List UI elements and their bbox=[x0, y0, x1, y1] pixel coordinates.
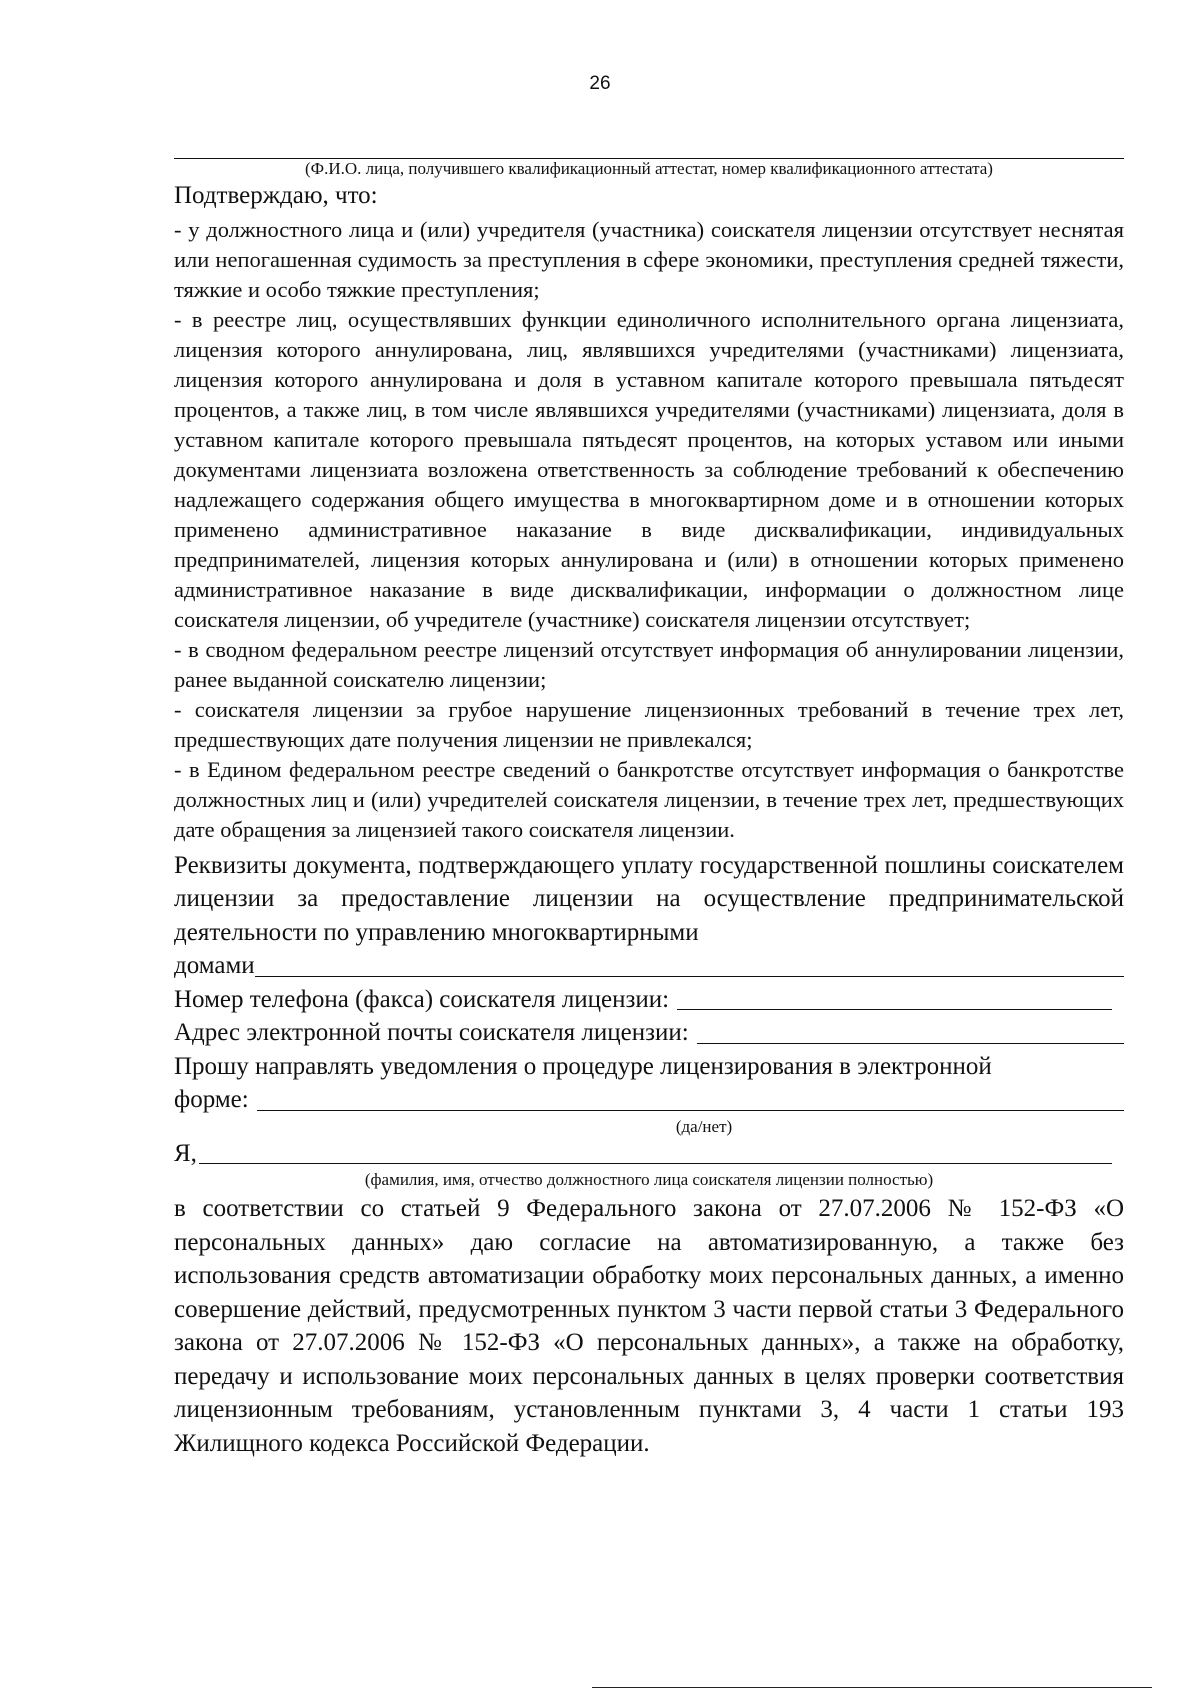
email-input-line[interactable] bbox=[697, 1042, 1124, 1044]
notify-input-line[interactable] bbox=[257, 1109, 1124, 1111]
email-field bbox=[174, 1016, 1124, 1050]
notify-field bbox=[174, 1083, 1124, 1117]
notify-text: Прошу направлять уведомления о процедуре лицензирования в электронной bbox=[174, 1052, 992, 1080]
notify-label: форме: bbox=[174, 1086, 249, 1113]
confirm-item-3: - в сводном федеральном реестре лицензий отсутствует информация об аннулировании лицензии, ранее выданной соискателю лицензии; bbox=[174, 636, 1124, 692]
phone-input-line[interactable] bbox=[677, 1008, 1112, 1010]
confirm-item-1: - у должностного лица и (или) учредителя (участника) соискателя лицензии отсутствует неснятая или непогашенная судимость за преступления в сфере экономики, преступления средней тяжести, тяжкие и особо тяжкие преступления; bbox=[174, 216, 1124, 302]
consent-name-input-line[interactable] bbox=[199, 1162, 1112, 1164]
confirm-item-5: - в Едином федеральном реестре сведений о банкротстве отсутствует информация о банкротстве должностных лиц и (или) учредителей соискателя лицензии, в течение трех лет, предшествующих дате обращения за лицензией такого соискателя лицензии. bbox=[174, 756, 1124, 842]
confirm-item-2: - в реестре лиц, осуществлявших функции единоличного исполнительного органа лицензиата, лицензия которого аннулирована, лиц, являвшихся учредителями (участниками) лицензиата, лицензия которого аннулирована и доля в уставном капитале которого превышала пятьдесят процентов, а также лиц, в том числе являвшихся учредителями (участниками) лицензиата, доля в уставном капитале которого превышала пятьдесят процентов, на которых уставом или иными документами лицензиата возложена ответственность за соблюдение требований к обеспечению надлежащего содержания общего имущества в многоквартирном доме и в отношении которых применено административное наказание в виде дисквалификации, индивидуальных предпринимателей, лицензия которых аннулирована и (или) в отношении которых применено административное наказание в виде дисквалификации, информации о должностном лице соискателя лицензии, об учредителе (участнике) соискателя лицензии отсутствует; bbox=[174, 306, 1124, 632]
consent-caption: (фамилия, имя, отчество должностного лица соискателя лицензии полностью) bbox=[364, 1170, 934, 1189]
phone-label: Номер телефона (факса) соискателя лицензии: bbox=[174, 985, 670, 1013]
document-body bbox=[174, 158, 1124, 1460]
confirm-item-4: - соискателя лицензии за грубое нарушение лицензионных требований в течение трех лет, предшествующих дате получения лицензии не привлекался; bbox=[174, 696, 1124, 752]
consent-text: в соответствии со статьей 9 Федерального закона от 27.07.2006 № 152-ФЗ «О персональных данных» даю согласие на автоматизированную, а также без использования средств автоматизации обработку моих персональных данных, а именно совершение действий, предусмотренных пунктом 3 части первой статьи 3 Федерального закона от 27.07.2006 № 152-ФЗ «О персональных данных», а также на обработку, передачу и использование моих персональных данных в целях проверки соответствия лицензионным требованиям, установленным пунктами 3, 4 части 1 статьи 193 Жилищного кодекса Российской Федерации. bbox=[174, 1195, 1124, 1457]
page-number: 26 bbox=[589, 73, 611, 94]
email-label: Адрес электронной почты соискателя лицензии: bbox=[174, 1019, 689, 1046]
notify-caption: (да/нет) bbox=[675, 1116, 733, 1136]
confirm-intro: Подтверждаю, что: bbox=[174, 182, 378, 209]
requisites-field bbox=[174, 949, 1124, 983]
header-caption: (Ф.И.О. лица, получившего квалификационный аттестат, номер квалификационного аттестата) bbox=[305, 159, 993, 178]
consent-name-field bbox=[174, 1137, 1124, 1171]
phone-field bbox=[174, 983, 1124, 1017]
bottom-edge-line bbox=[592, 1687, 1152, 1688]
requisites-label: домами bbox=[174, 952, 255, 979]
requisites-text: Реквизиты документа, подтверждающего уплату государственной пошлины соискателем лицензии за предоставление лицензии на осуществление предпринимательской деятельности по управлению многоквартирными bbox=[174, 851, 1124, 946]
consent-label: Я, bbox=[174, 1139, 197, 1167]
requisites-input-line[interactable] bbox=[255, 975, 1124, 977]
